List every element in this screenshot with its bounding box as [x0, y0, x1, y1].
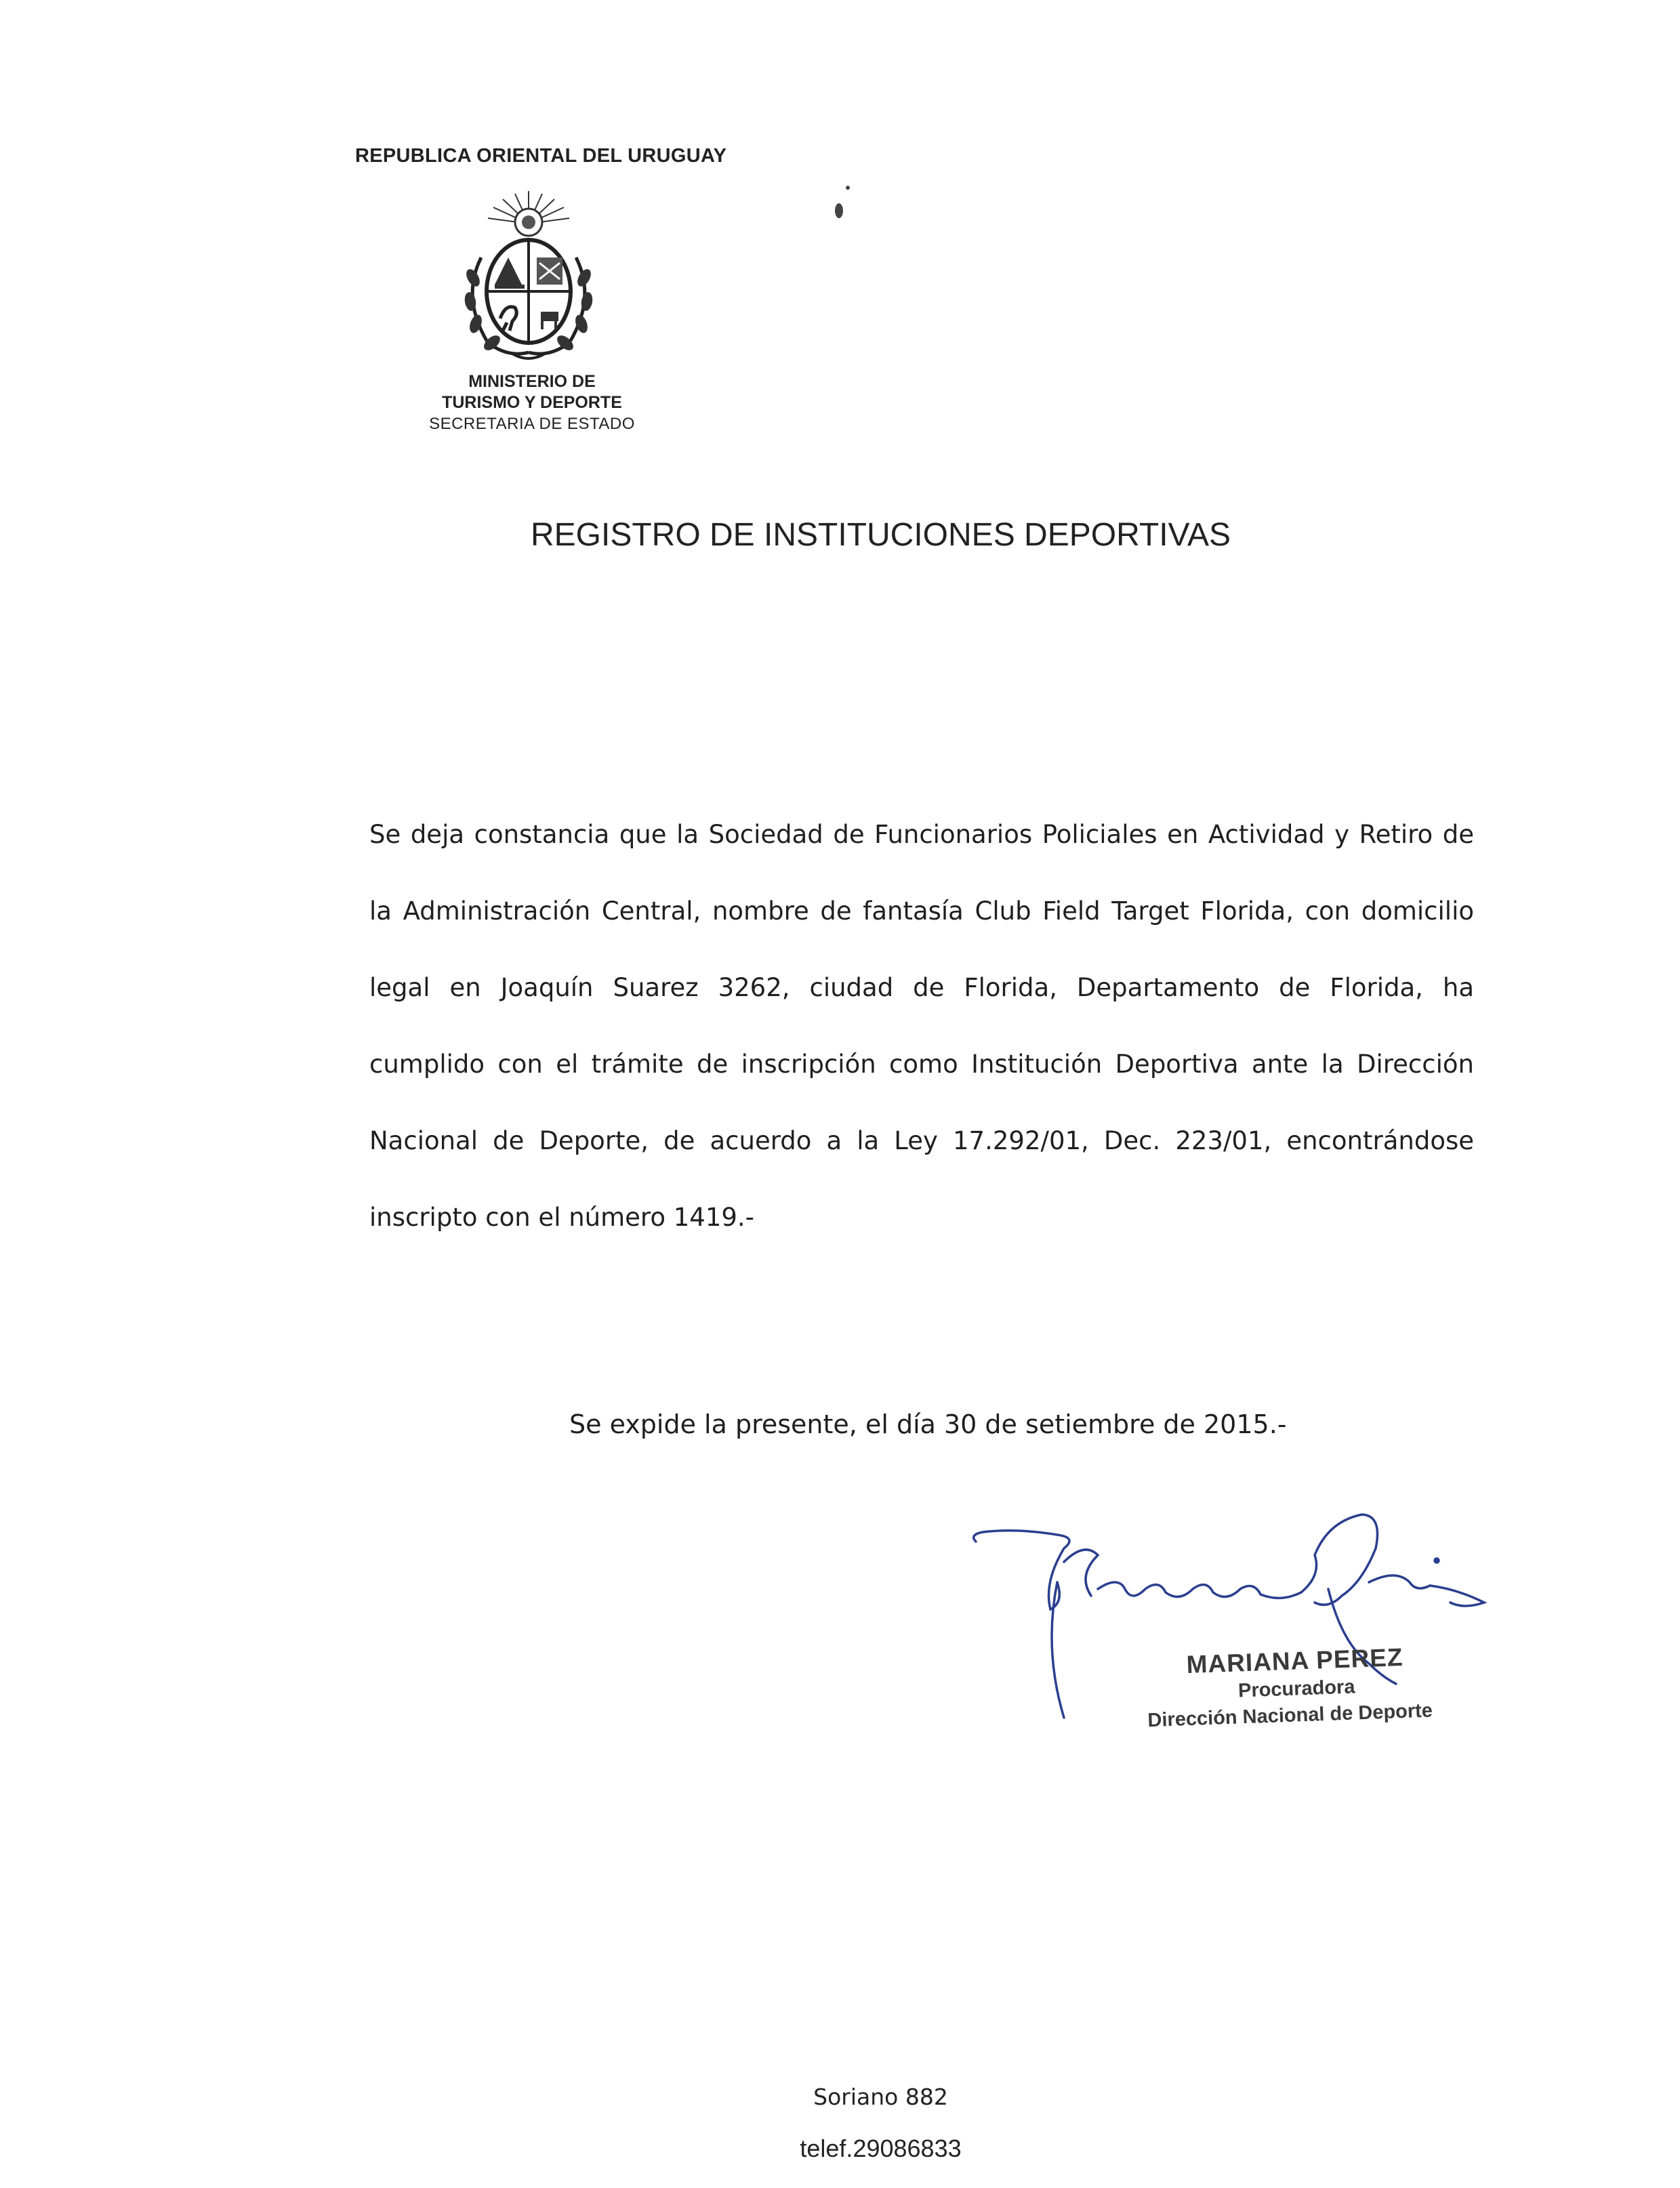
scan-speck [835, 203, 843, 218]
signer-name: MARIANA PEREZ [1185, 1643, 1404, 1679]
uruguay-coat-of-arms-icon [447, 183, 610, 366]
signer-department: Dirección Nacional de Deporte [1147, 1699, 1433, 1732]
signer-role: Procuradora [1237, 1676, 1355, 1702]
ministry-line-2: TURISMO Y DEPORTE [442, 393, 622, 412]
country-heading: REPUBLICA ORIENTAL DEL URUGUAY [355, 145, 727, 167]
body-line: legal en Joaquín Suarez 3262, ciudad de Florida, Departamento de Florida, ha [369, 973, 1474, 1002]
ministry-block [380, 371, 684, 434]
issue-date-line: Se expide la presente, el día 30 de setiembre de 2015.- [569, 1409, 1287, 1439]
scan-speck [846, 186, 850, 190]
footer-phone: telef.29086833 [800, 2134, 962, 2162]
body-line: Nacional de Deporte, de acuerdo a la Ley 17.292/01, Dec. 223/01, encontrándose [369, 1126, 1474, 1155]
footer-address: Soriano 882 [813, 2084, 948, 2110]
body-line: cumplido con el trámite de inscripción como Institución Deportiva ante la Dirección [369, 1050, 1474, 1079]
body-paragraph [369, 796, 1474, 1256]
ministry-line-1: MINISTERIO DE [468, 372, 596, 391]
signer-stamp [1111, 1640, 1494, 1733]
body-line: la Administración Central, nombre de fantasía Club Field Target Florida, con domicilio [369, 896, 1474, 926]
body-line: inscripto con el número 1419.- [369, 1203, 755, 1232]
document-title: REGISTRO DE INSTITUCIONES DEPORTIVAS [530, 517, 1231, 553]
body-line: Se deja constancia que la Sociedad de Funcionarios Policiales en Actividad y Retiro de [369, 820, 1474, 849]
ministry-line-3: SECRETARIA DE ESTADO [429, 415, 635, 433]
